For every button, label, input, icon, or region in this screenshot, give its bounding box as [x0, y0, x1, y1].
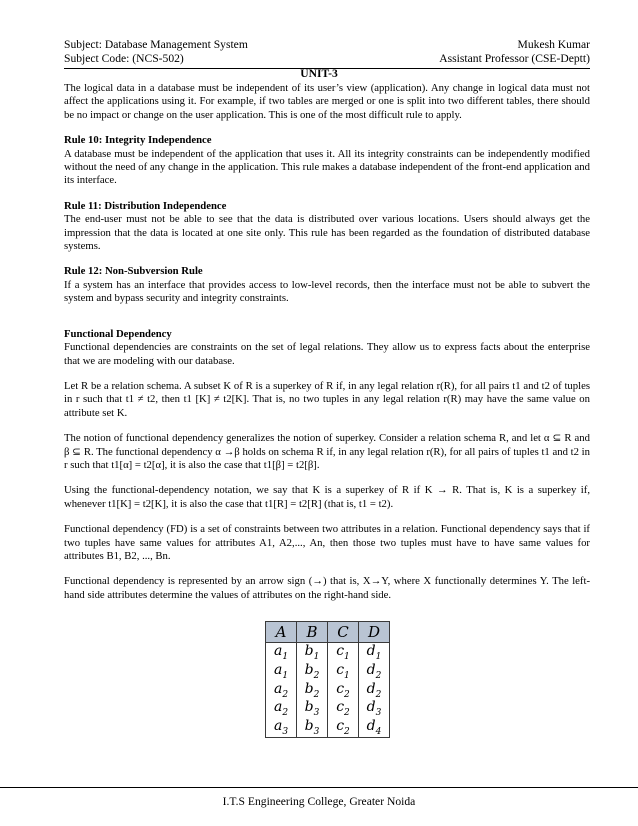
cell-variable: b	[304, 661, 314, 678]
table-cell	[328, 681, 359, 700]
table-cell	[359, 699, 390, 718]
rule12-block	[64, 265, 590, 305]
fd-paragraph-5: Functional dependency (FD) is a set of constraints between two attributes in a relation. Functional dependency says that if two tuples have same values for attributes A1, A2,..., An, then those two tuples must have to have same values for attributes B1, B2, ..., Bn.	[64, 523, 590, 562]
table-cell	[359, 681, 390, 700]
header-subject-code: Subject Code: (NCS-502)	[64, 52, 184, 65]
fd-intro-block	[64, 328, 590, 368]
table-cell	[359, 662, 390, 681]
column-header: B	[297, 622, 328, 643]
cell-variable: d	[366, 699, 376, 716]
cell-subscript: 1	[282, 670, 289, 681]
cell-subscript: 1	[313, 651, 320, 662]
cell-variable: b	[304, 680, 314, 697]
table-cell	[266, 718, 297, 737]
cell-subscript: 2	[375, 689, 382, 700]
cell-variable: c	[336, 718, 345, 735]
cell-subscript: 4	[375, 726, 382, 737]
cell-subscript: 2	[313, 689, 320, 700]
cell-variable: d	[366, 643, 376, 659]
table-cell	[297, 662, 328, 681]
cell-subscript: 1	[282, 651, 289, 662]
unit-title: UNIT-3	[300, 67, 338, 80]
cell-variable: b	[304, 699, 314, 716]
cell-variable: c	[336, 699, 345, 716]
table-cell	[297, 681, 328, 700]
intro-paragraph: The logical data in a database must be independent of its user’s view (application). Any change in logical data must not affect the applications using it. For example, if two tables are merged or one is split into two different tables, there should be no impact or change on the user application. This is one of the most difficult rule to apply.	[64, 82, 590, 121]
column-header: D	[359, 622, 390, 643]
cell-subscript: 2	[375, 670, 382, 681]
table-cell	[328, 643, 359, 662]
cell-subscript: 2	[344, 708, 350, 719]
cell-variable: d	[366, 680, 376, 697]
column-header: C	[328, 622, 359, 643]
fd-paragraph-2: Let R be a relation schema. A subset K of R is a superkey of R if, in any legal relation r(R), for all pairs t1 and t2 of tuples in r such that t1 ≠ t2, then t1 [K] ≠ t2[K]. That is, no two tuples in any legal relation r(R) may have the same value on attribute set K.	[64, 379, 590, 419]
fd-paragraph-1: Functional dependencies are constraints on the set of legal relations. They allow us to express facts about the enterprise that we are modeling with our database.	[64, 341, 590, 367]
table-cell	[328, 662, 359, 681]
cell-subscript: 1	[344, 651, 350, 662]
table-cell	[297, 718, 328, 737]
footer-divider	[0, 787, 638, 788]
table-cell	[266, 643, 297, 662]
cell-subscript: 2	[344, 689, 350, 700]
cell-variable: a	[273, 718, 283, 735]
cell-variable: b	[304, 643, 314, 659]
fd-paragraph-3: The notion of functional dependency generalizes the notion of superkey. Consider a relation schema R, and let α ⊆ R and β ⊆ R. The functional dependency α →β holds on schema R if, in any legal relation r(R), for all pairs of tuples t1 and t2 in r such that t1[α] = t2[α], it is also the case that t1[β] = t2[β].	[64, 432, 590, 471]
cell-subscript: 2	[282, 689, 289, 700]
fd-heading: Functional Dependency	[64, 327, 172, 340]
page-content	[64, 82, 590, 614]
table-cell	[266, 681, 297, 700]
table-cell	[359, 643, 390, 662]
cell-subscript: 1	[375, 651, 382, 662]
table-row	[266, 643, 390, 662]
rule12-text: If a system has an interface that provides access to low-level records, then the interface must not be able to subvert the system and bypass security and integrity constraints.	[64, 278, 590, 305]
cell-variable: a	[273, 680, 283, 697]
cell-variable: d	[366, 718, 376, 735]
cell-subscript: 3	[313, 726, 320, 737]
cell-variable: d	[366, 661, 376, 678]
header-subject: Subject: Database Management System	[64, 38, 248, 51]
rule10-block	[64, 134, 590, 188]
cell-subscript: 2	[344, 726, 350, 737]
cell-subscript: 3	[313, 708, 320, 719]
table-cell	[297, 699, 328, 718]
rule10-heading: Rule 10: Integrity Independence	[64, 134, 212, 147]
table-row	[266, 699, 390, 718]
fd-paragraph-6: Functional dependency is represented by an arrow sign (→) that is, X→Y, where X functionally determines Y. The left-hand side attributes determine the values of attributes on the right-hand side.	[64, 575, 590, 601]
header-author: Mukesh Kumar	[517, 38, 590, 51]
rule11-heading: Rule 11: Distribution Independence	[64, 199, 227, 212]
table-row	[266, 681, 390, 700]
table-cell	[297, 643, 328, 662]
table-cell	[266, 699, 297, 718]
header-designation: Assistant Professor (CSE-Deptt)	[439, 52, 590, 65]
rule11-text: The end-user must not be able to see that the data is distributed over various locations. Users should always get the impression that the data is located at one site only. This rule has been regarded as the foundation of distributed database systems.	[64, 213, 590, 253]
cell-subscript: 2	[313, 670, 320, 681]
cell-variable: c	[336, 661, 345, 678]
relation-table-header-row	[266, 622, 390, 643]
rule12-heading: Rule 12: Non-Subversion Rule	[64, 265, 203, 278]
fd-paragraph-4: Using the functional-dependency notation, we say that K is a superkey of R if K → R. That is, K is a superkey if, whenever t1[K] = t2[K], it is also the case that t1[R] = t2[R] (that is, t1 = t2).	[64, 484, 590, 510]
table-cell	[266, 662, 297, 681]
rule10-text: A database must be independent of the application that uses it. All its integrity constraints can be independently modified without the need of any change in the application. This rule makes a database independent of the front-end application and its interface.	[64, 147, 590, 187]
table-cell	[328, 718, 359, 737]
cell-variable: c	[336, 643, 345, 659]
cell-variable: b	[304, 718, 314, 735]
footer-college: I.T.S Engineering College, Greater Noida	[222, 795, 416, 808]
table-row	[266, 718, 390, 737]
table-row	[266, 662, 390, 681]
table-cell	[328, 699, 359, 718]
cell-subscript: 1	[344, 670, 350, 681]
cell-variable: a	[273, 661, 283, 678]
table-cell	[359, 718, 390, 737]
cell-variable: c	[336, 680, 345, 697]
cell-subscript: 2	[282, 708, 289, 719]
relation-table	[265, 621, 390, 738]
cell-subscript: 3	[375, 708, 382, 719]
cell-variable: a	[273, 643, 283, 659]
rule11-block	[64, 200, 590, 254]
column-header: A	[266, 622, 297, 643]
cell-variable: a	[273, 699, 283, 716]
cell-subscript: 3	[282, 726, 289, 737]
